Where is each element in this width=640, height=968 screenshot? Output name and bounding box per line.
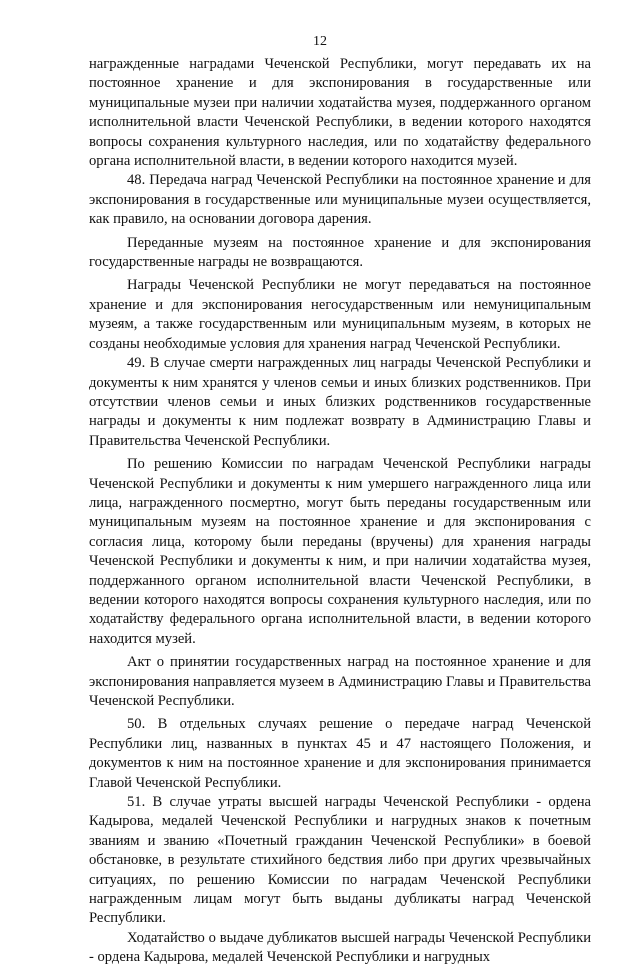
paragraph-duplicate-petition: Ходатайство о выдаче дубликатов высшей награды Чеченской Республики - ордена Кадырова, медалей Чеченской Республики и нагрудных [89,929,591,966]
paragraph-transfer-restriction: Награды Чеченской Республики не могут передаваться на постоянное хранение и для экспонирования негосударственным или немуниципальным музеям, а также государственным или муниципальным музеям, в которых не созданы необходимые условия для хранения наград Чеченской Республики. [89,277,591,352]
paragraph-museum-not-returned: Переданные музеям на постоянное хранение и для экспонирования государственные награды не возвращаются. [89,234,591,271]
paragraph-item-49: 49. В случае смерти награжденных лиц награды Чеченской Республики и документы к ним хранятся у членов семьи и иных близких родственников. При отсутствии членов семьи и иных близких родственников государственные награды и документы к ним подлежат возврату в Администрацию Главы и Правительства Чеченской Республики. [89,355,591,449]
paragraph-commission-decision: По решению Комиссии по наградам Чеченской Республики награды Чеченской Республики и документы к ним умершего награжденного лица или лица, награжденного посмертно, могут быть переданы государственным или муниципальным музеям на постоянное хранение и для экспонирования с согласия лица, которому были переданы (вручены) для хранения награды Чеченской Республики и документы к ним, и при наличии ходатайства музея, поддержанного органом исполнительной власти Чеченской Республики, в ведении которого находятся вопросы сохранения культурного наследия, или по ходатайству федерального органа исполнительной власти, в ведении которого находится музей. [89,456,591,647]
paragraph-item-48: 48. Передача наград Чеченской Республики на постоянное хранение и для экспонирования в государственные или муниципальные музеи осуществляется, как правило, на основании договора дарения. [89,172,591,228]
paragraph-item-51: 51. В случае утраты высшей награды Чеченской Республики - ордена Кадырова, медалей Чеченской Республики и нагрудных знаков к почетным званиям и званию «Почетный гражданин Чеченской Республики» в боевой обстановке, в результате стихийного бедствия либо при других чрезвычайных ситуациях, по решению Комиссии по наградам Чеченской Республики награжденным лицам могут быть выданы дубликаты наград Чеченской Республики. [89,794,591,927]
document-body [89,55,591,968]
paragraph-continuation: награжденные наградами Чеченской Республики, могут передавать их на постоянное хранение и для экспонирования в государственные или муниципальные музеи при наличии ходатайства музея, поддержанного органом исполнительной власти Чеченской Республики, в ведении которого находятся вопросы сохранения культурного наследия, или по ходатайству федерального органа исполнительной власти, в ведении которого находится музей. [89,56,591,170]
paragraph-acceptance-act: Акт о принятии государственных наград на постоянное хранение и для экспонирования направляется музеем в Администрацию Главы и Правительства Чеченской Республики. [89,654,591,709]
paragraph-item-50: 50. В отдельных случаях решение о передаче наград Чеченской Республики лиц, названных в пунктах 45 и 47 настоящего Положения, и документов к ним на постоянное хранение и для экспонирования принимается Главой Чеченской Республики. [89,716,591,791]
page-number: 12 [313,34,327,49]
